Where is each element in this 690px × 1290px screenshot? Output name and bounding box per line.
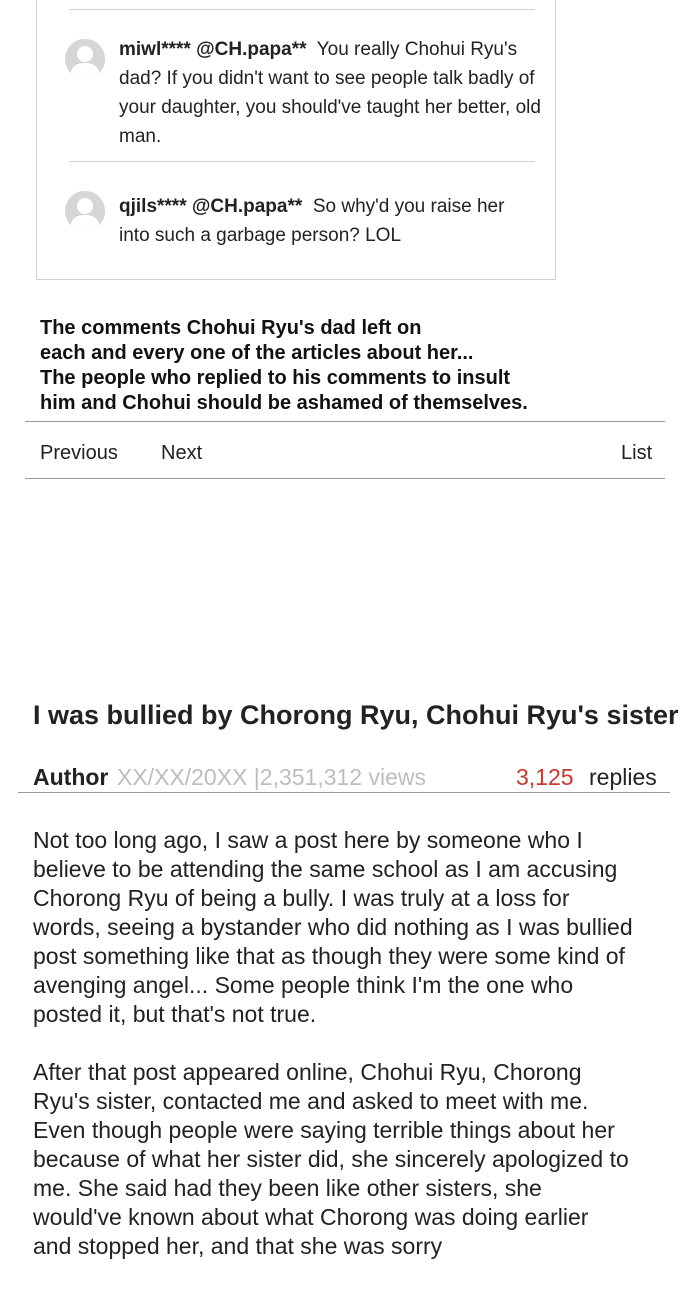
previous-link[interactable]: Previous — [40, 442, 118, 464]
comment-divider — [69, 161, 535, 162]
comment-box — [36, 0, 556, 280]
author-label[interactable]: Author — [33, 764, 109, 790]
comment-mention[interactable]: @CH.papa** — [196, 39, 307, 60]
post-date-views: XX/XX/20XX |2,351,312 views — [117, 764, 426, 790]
caption-text — [40, 316, 600, 416]
caption-line: each and every one of the articles about her... — [40, 342, 474, 364]
reply-count[interactable]: 3,125 — [516, 764, 574, 790]
comment-body: So why'd you raise her into such a garbage person? LOL — [119, 196, 505, 246]
nav-top-divider — [25, 421, 665, 422]
comment-mention[interactable]: @CH.papa** — [191, 196, 303, 217]
comment-item — [119, 192, 539, 250]
caption-line: him and Chohui should be ashamed of themselves. — [40, 392, 528, 414]
replies-label[interactable]: replies — [589, 764, 657, 790]
comment-body: You really Chohui Ryu's dad? If you didn't want to see people talk badly of your daughter, you should've taught her better, old man. — [119, 39, 541, 147]
comment-item — [119, 35, 547, 151]
comment-divider — [69, 9, 535, 10]
post-paragraph: Not too long ago, I saw a post here by someone who I believe to be attending the same school as I am accusing Chorong Ryu of being a bully. I was truly at a loss for words, seeing a bystander who did nothing as I was bullied post something like that as though they were some kind of avenging angel... Some people think I'm the one who posted it, but that's not true. — [33, 827, 633, 1027]
caption-line: The comments Chohui Ryu's dad left on — [40, 317, 422, 339]
post-title: I was bullied by Chorong Ryu, Chohui Ryu's sister — [33, 700, 679, 730]
next-link[interactable]: Next — [161, 442, 203, 464]
comment-username[interactable]: miwl**** — [119, 39, 191, 60]
post-paragraph: After that post appeared online, Chohui Ryu, Chorong Ryu's sister, contacted me and asked to meet with me. Even though people were saying terrible things about her because of what her sister did, she sincerely apologized to me. She said had they been like other sisters, she would've known about what Chorong was doing earlier and stopped her, and that she was sorry — [33, 1059, 629, 1259]
user-avatar-icon[interactable] — [65, 39, 105, 79]
list-link[interactable]: List — [621, 442, 653, 464]
post-body — [33, 826, 633, 1290]
nav-bottom-divider — [25, 478, 665, 479]
user-avatar-icon[interactable] — [65, 191, 105, 231]
comment-username[interactable]: qjils**** — [119, 196, 187, 217]
post-header-divider — [18, 792, 670, 793]
caption-line: The people who replied to his comments to insult — [40, 367, 511, 389]
